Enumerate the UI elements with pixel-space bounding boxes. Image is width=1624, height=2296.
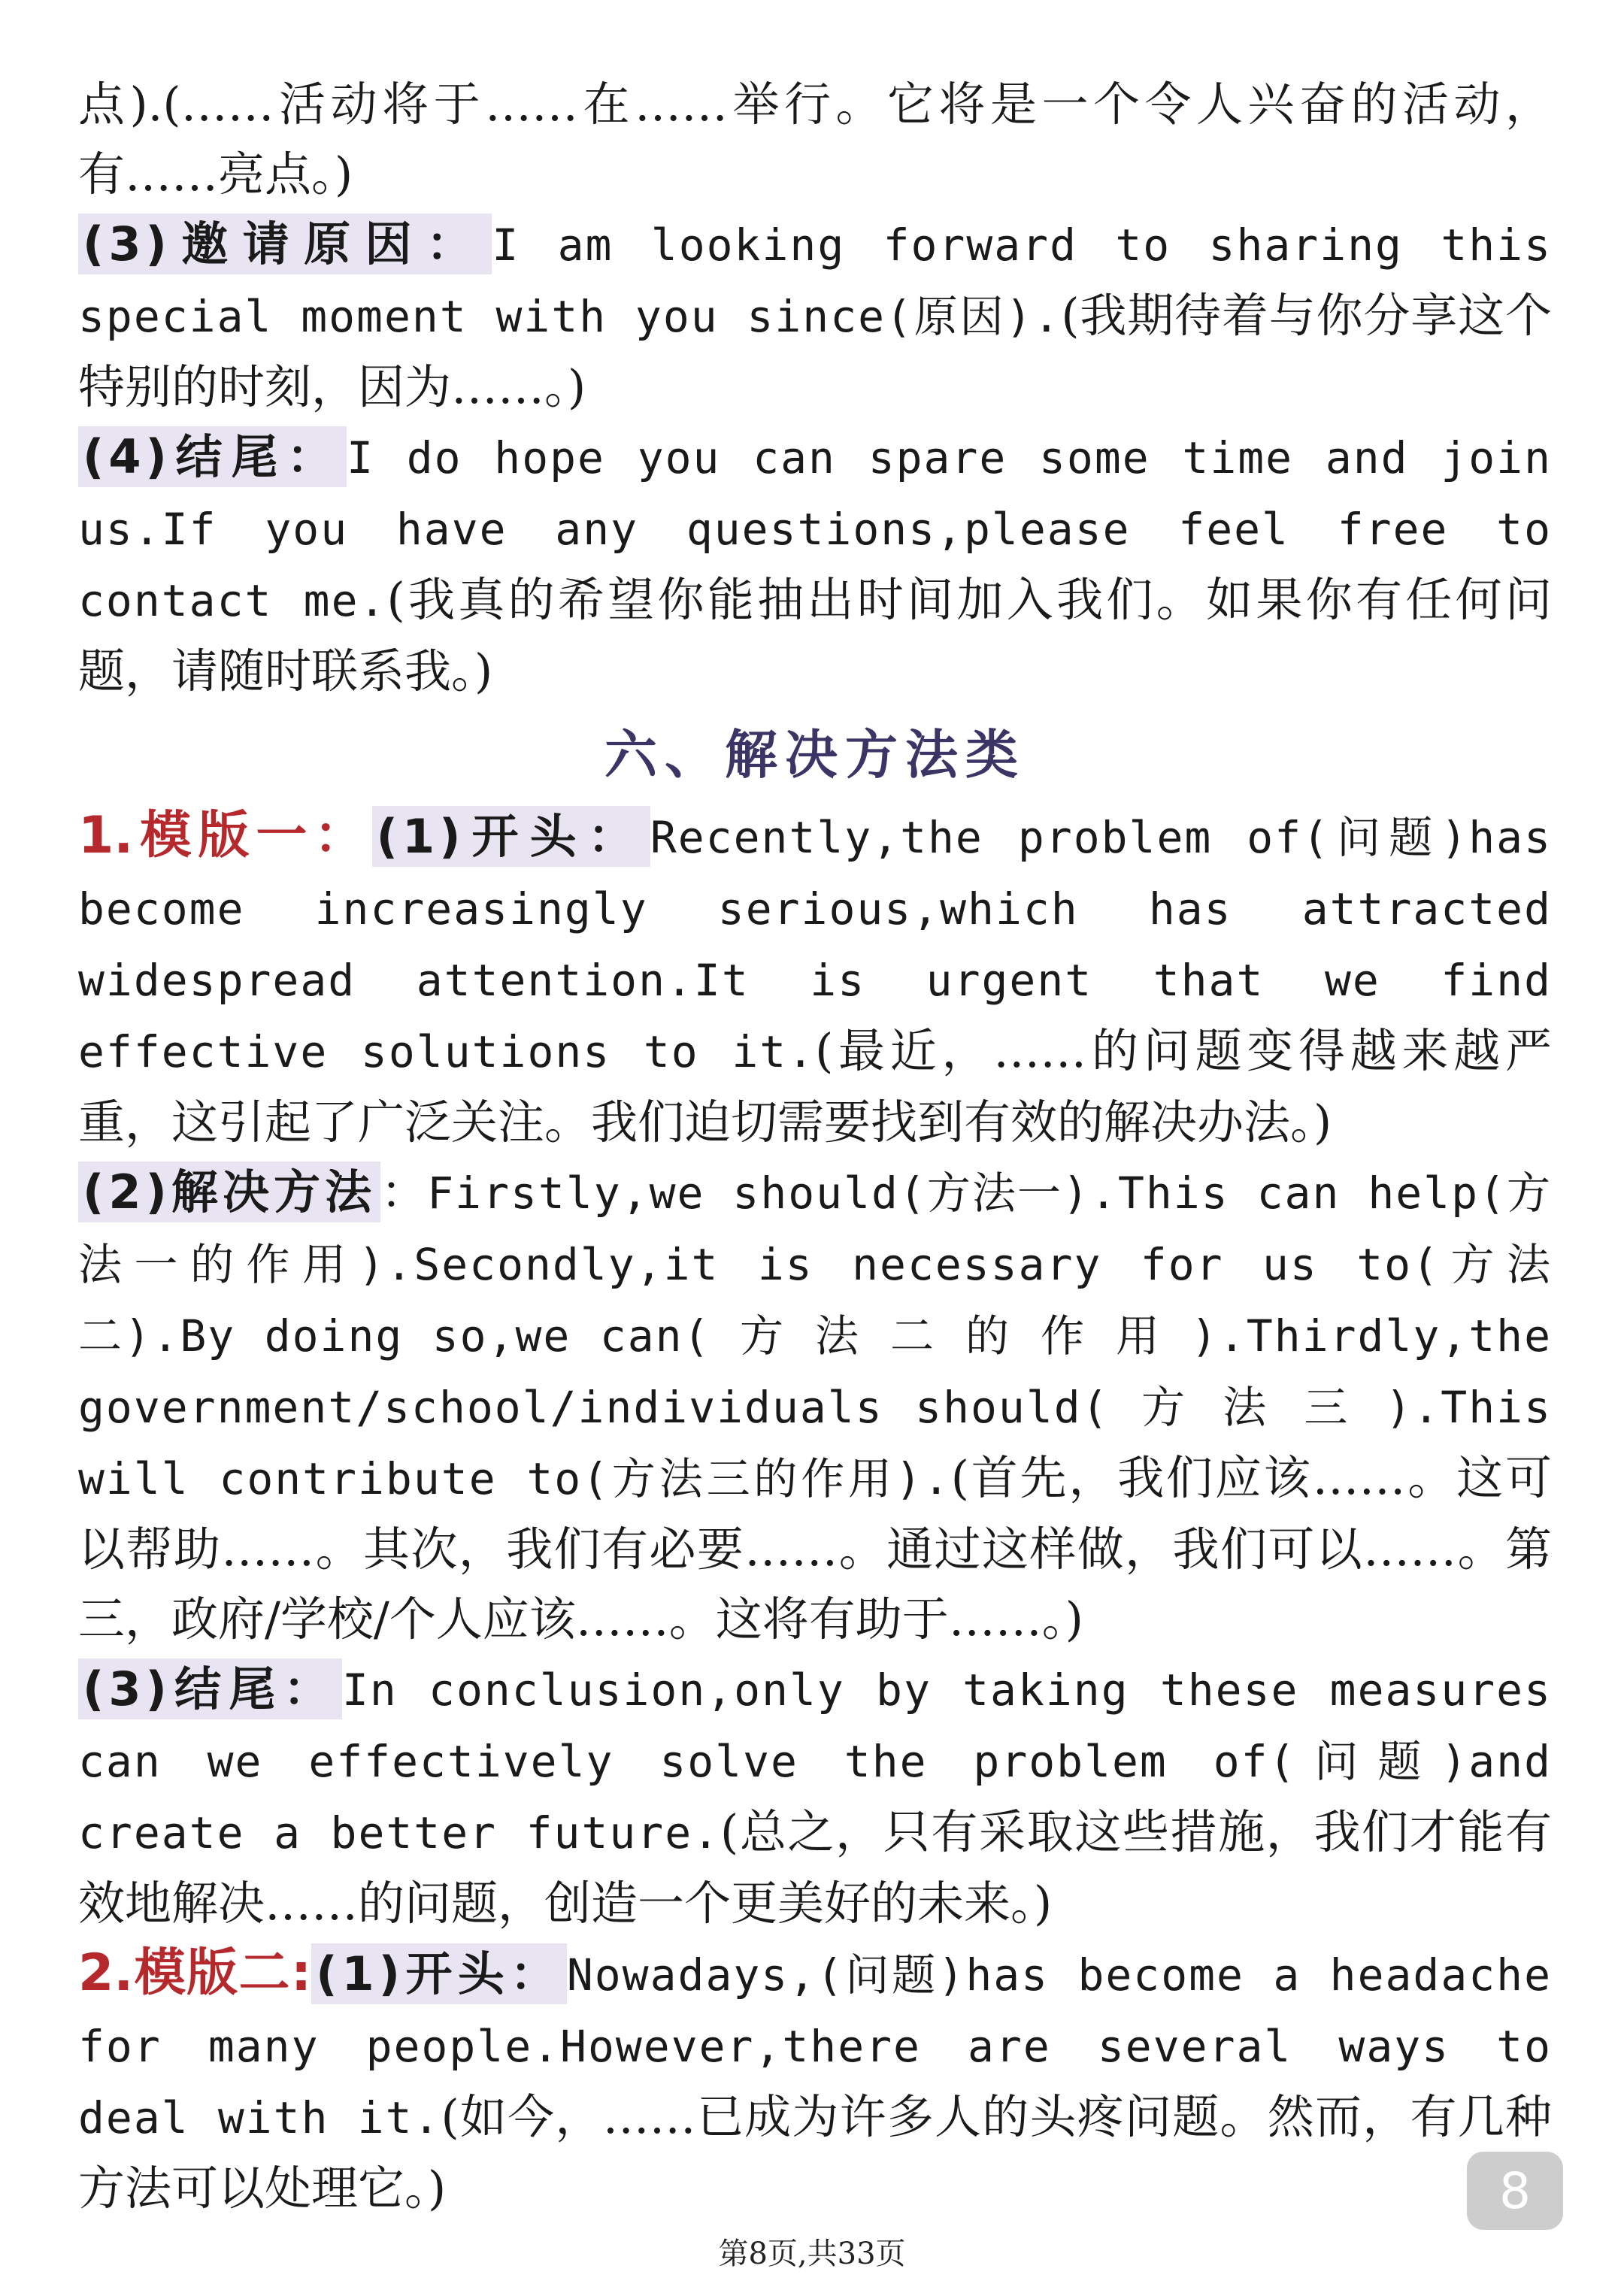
t1-methods-colon: ：: [380, 1165, 428, 1219]
label-invite-reason: (3)邀请原因：: [78, 214, 492, 274]
intro-text: 点).(……活动将于……在……举行。它将是一个令人兴奋的活动，有……亮点。): [78, 77, 1552, 201]
ending-cn: (我真的希望你能抽出时间加入我们。如果你有任何问题，请随时联系我。): [78, 572, 1552, 698]
label-ending: (4)结尾：: [78, 426, 347, 487]
t2-opening-cn: (如今，……已成为许多人的头疼问题。然而，有几种方法可以处理它。): [78, 2089, 1552, 2216]
template1-opening: [78, 801, 1552, 1157]
template1-heading: 1.模版一：: [78, 806, 372, 865]
paragraph-intro-cont: [78, 69, 1552, 209]
paragraph-invite-reason: [78, 209, 1552, 422]
template1-ending: [78, 1654, 1552, 1938]
t1-ending-cn: (总之，只有采取这些措施，我们才能有效地解决……的问题，创造一个更美好的未来。): [78, 1804, 1552, 1931]
label-t1-opening: (1)开头：: [372, 806, 650, 867]
page-number-badge: 8: [1467, 2152, 1563, 2230]
t1-methods-en: Firstly,we should(方法一).This can help(方法一的作用).Secondly,it is necessary for us to(方法二).By doing so,we can( 方 法 二 的 作 用 ).Thirdly,the government/school/individuals should( 方 法 三 ).This will contribute to(方法三的作用).: [78, 1168, 1553, 1504]
label-t1-ending: (3)结尾：: [78, 1658, 342, 1719]
ending-en: I do hope you can spare some time and join us.If you have any questions,please feel free to contact me.: [78, 432, 1552, 626]
invite-reason-cn: (我期待着与你分享这个特别的时刻，因为……。): [78, 288, 1552, 414]
label-t2-opening: (1)开头：: [311, 1943, 567, 2004]
page-content: [78, 69, 1552, 2223]
invite-reason-en: I am looking forward to sharing this special moment with you since(原因).: [78, 220, 1552, 342]
page-footer: 第8页,共33页: [718, 2237, 906, 2271]
t1-opening-en: Recently,the problem of(问题)has become increasingly serious,which has attracted widespread attention.It is urgent that we find effective solutions to it.: [78, 812, 1553, 1077]
template1-methods: [78, 1157, 1552, 1654]
template2-opening: [78, 1938, 1552, 2223]
t1-opening-cn: (最近，……的问题变得越来越严重，这引起了广泛关注。我们迫切需要找到有效的解决办法。): [78, 1023, 1552, 1150]
t1-methods-cn: (首先，我们应该……。这可以帮助……。其次，我们有必要……。通过这样做，我们可以……。第三，政府/学校/个人应该……。这将有助于……。): [78, 1450, 1552, 1646]
t1-ending-en: In conclusion,only by taking these measures can we effectively solve the problem of(问题)and create a better future.: [78, 1664, 1552, 1858]
paragraph-ending: [78, 422, 1552, 706]
t2-opening-en: Nowadays,(问题)has become a headache for many people.However,there are several ways to deal with it.: [78, 1949, 1553, 2143]
template2-heading: 2.模版二:: [78, 1943, 312, 2003]
label-t1-methods: (2)解决方法: [78, 1162, 380, 1222]
section-title: 六、解决方法类: [604, 724, 1026, 786]
